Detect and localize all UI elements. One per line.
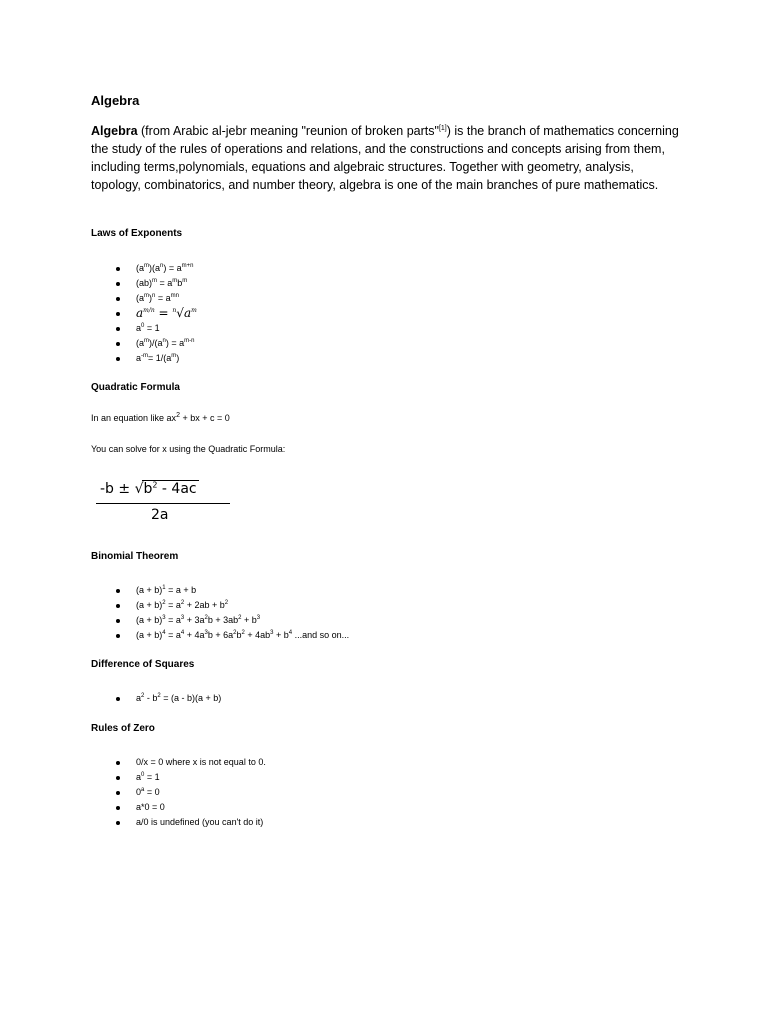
list-item: $(ab)^m = a^mb^m$ — [91, 276, 197, 291]
squares-list — [91, 691, 221, 706]
list-item: a/0 is undefined (you can't do it) — [91, 815, 266, 830]
list-item: $(a + b)^4 = a^4 + 4a^3b + 6a^2b^2 + 4ab^3 + b^4$ ...and so on... — [91, 628, 349, 643]
heading-quadratic-formula: Quadratic Formula — [91, 382, 180, 393]
binomial-list — [91, 583, 349, 643]
intro-paragraph — [91, 122, 681, 194]
list-item: $a^2 - b^2 = (a - b)(a + b)$ — [91, 691, 221, 706]
page-title: Algebra — [91, 93, 140, 108]
heading-difference-of-squares: Difference of Squares — [91, 659, 195, 670]
formula-root-term: $b^2 - 4ac$ — [143, 480, 197, 497]
list-item: $0^a = 0$ — [91, 785, 266, 800]
list-item: $(a^m)^n = a^{mn}$ — [91, 291, 197, 306]
intro-text-1: (from Arabic al-jebr meaning "reunion of broken parts" — [137, 124, 439, 138]
formula-numerator — [100, 480, 199, 497]
list-item: $(a + b)^2 = a^2 + 2ab + b^2$ — [91, 598, 349, 613]
list-item: a*0 = 0 — [91, 800, 266, 815]
exponents-list — [91, 261, 197, 366]
quadratic-formula-figure — [96, 480, 236, 526]
list-item: $(a + b)^3 = a^3 + 3a^2b + 3ab^2 + b^3$ — [91, 613, 349, 628]
intro-text-2: ) is the branch of mathematics concerning the study of the rules of operations and relations, and the constructions and concepts arising from them, including terms,polynomials, equations and algebraic structures. Together with geometry, analysis, topology, combinatorics, and number theory, algebra is one of the main branches of pure mathematics. — [91, 124, 679, 192]
list-item: $a^{-m}= 1/(a^m)$ — [91, 351, 197, 366]
intro-bold-term: Algebra — [91, 124, 138, 138]
quadratic-equation-line: In an equation like $ax^2$ + bx + c = 0 — [91, 412, 230, 423]
list-item: $(a^m)/(a^n) = a^{m-n}$ — [91, 336, 197, 351]
zero-list — [91, 755, 266, 830]
list-item: $(a^m)(a^n) = a^{m+n}$ — [91, 261, 197, 276]
list-item: $(a + b)^1 = a + b$ — [91, 583, 349, 598]
heading-binomial-theorem: Binomial Theorem — [91, 551, 179, 562]
heading-laws-of-exponents: Laws of Exponents — [91, 228, 183, 239]
list-item: $a^0 = 1$ — [91, 770, 266, 785]
heading-rules-of-zero: Rules of Zero — [91, 723, 155, 734]
citation-ref[interactable]: [1] — [438, 124, 447, 132]
list-item: $a^{m/n} = ^n√a^m$ — [91, 306, 197, 321]
list-item: $a^0 = 1$ — [91, 321, 197, 336]
fraction-bar — [96, 503, 230, 504]
list-item: 0/x = 0 where x is not equal to 0. — [91, 755, 266, 770]
formula-numerator-left: -b ± √ — [100, 481, 144, 497]
formula-denominator: 2a — [151, 507, 169, 523]
quadratic-intro-line: You can solve for x using the Quadratic Formula: — [91, 444, 286, 454]
